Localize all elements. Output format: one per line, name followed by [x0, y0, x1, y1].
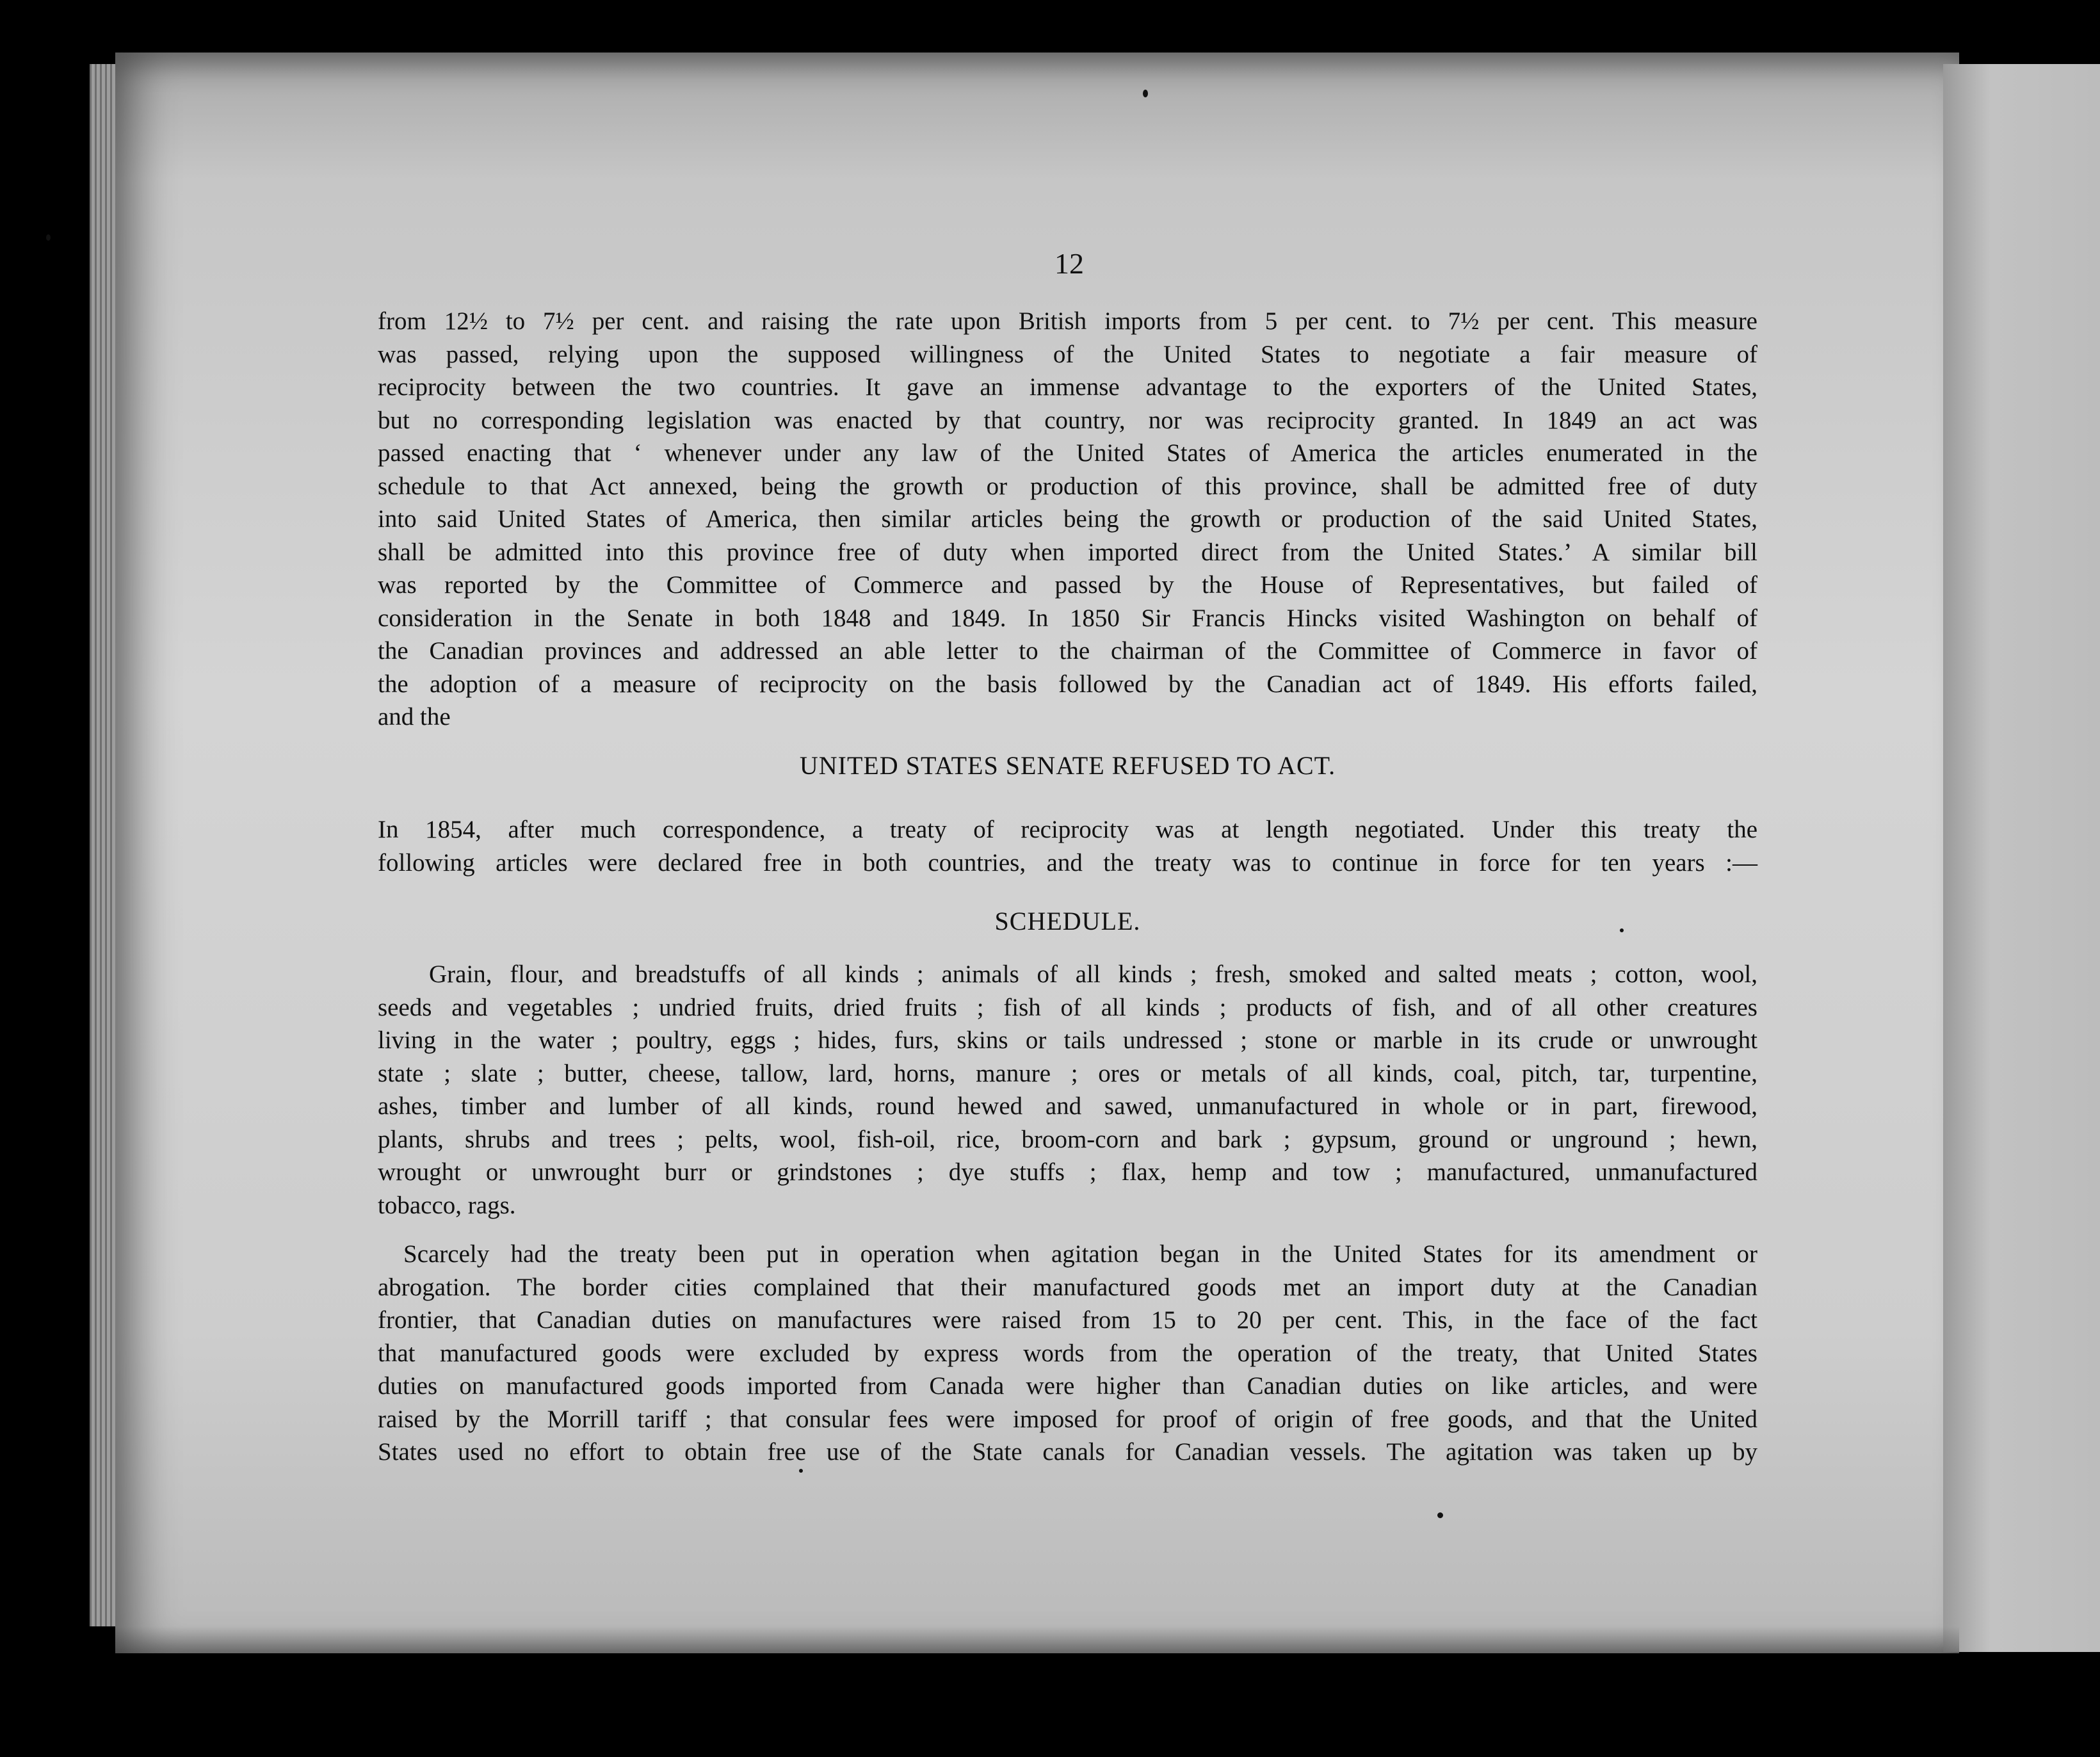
paragraph-agitation	[378, 1238, 1757, 1469]
scan-speck	[46, 234, 51, 241]
text-line: the adoption of a measure of reciprocity on the basis followed by the Canadian act of 1849. His efforts failed,	[378, 670, 1757, 698]
text-line: wrought or unwrought burr or grindstones ; dye stuffs ; flax, hemp and tow ; manufactured, unmanufactured	[378, 1158, 1757, 1186]
text-line: seeds and vegetables ; undried fruits, dried fruits ; fish of all kinds ; products of fish, and of all other creatures	[378, 993, 1757, 1021]
text-line: plants, shrubs and trees ; pelts, wool, fish-oil, rice, broom-corn and bark ; gypsum, ground or unground ; hewn,	[378, 1125, 1757, 1153]
text-line: but no corresponding legislation was enacted by that country, nor was reciprocity granted. In 1849 an act was	[378, 406, 1757, 434]
text-line: consideration in the Senate in both 1848 and 1849. In 1850 Sir Francis Hincks visited Washington on behalf of	[378, 604, 1757, 632]
paragraph-treaty-1854	[378, 813, 1757, 879]
text-line: raised by the Morrill tariff ; that consular fees were imposed for proof of origin of free goods, and that the United	[378, 1405, 1757, 1433]
paragraph-reciprocity-history	[378, 305, 1757, 734]
text-line: Grain, flour, and breadstuffs of all kinds ; animals of all kinds ; fresh, smoked and salted meats ; cotton, wool,	[429, 960, 1757, 988]
text-line: into said United States of America, then similar articles being the growth or production of the said United States,	[378, 505, 1757, 533]
page-number: 12	[1054, 247, 1084, 280]
section-heading-senate: UNITED STATES SENATE REFUSED TO ACT.	[799, 751, 1336, 780]
text-line: living in the water ; poultry, eggs ; hides, furs, skins or tails undressed ; stone or marble in its crude or unwrought	[378, 1026, 1757, 1054]
text-line: and the	[378, 703, 451, 731]
scan-speck	[1143, 90, 1148, 97]
text-line: the Canadian provinces and addressed an able letter to the chairman of the Committee of Commerce in favor of	[378, 637, 1757, 665]
scan-speck	[1437, 1512, 1443, 1518]
text-line: schedule to that Act annexed, being the growth or production of this province, shall be admitted free of duty	[378, 472, 1757, 500]
text-line: Scarcely had the treaty been put in operation when agitation began in the United States for its amendment or	[403, 1240, 1757, 1268]
text-line: frontier, that Canadian duties on manufactures were raised from 15 to 20 per cent. This, in the face of the fact	[378, 1306, 1757, 1334]
text-line: duties on manufactured goods imported from Canada were higher than Canadian duties on like articles, and were	[378, 1372, 1757, 1400]
text-line: shall be admitted into this province free of duty when imported direct from the United States.’ A similar bill	[378, 538, 1757, 566]
scan-speck	[799, 1469, 803, 1473]
text-line: States used no effort to obtain free use of the State canals for Canadian vessels. The agitation was taken up by	[378, 1438, 1757, 1466]
page-bottom-shadow	[115, 1626, 1959, 1658]
text-line: abrogation. The border cities complained that their manufactured goods met an import duty at the Canadian	[378, 1273, 1757, 1301]
text-line: that manufactured goods were excluded by express words from the operation of the treaty, that United States	[378, 1339, 1757, 1367]
facing-page-edge	[1943, 64, 2100, 1652]
text-line: passed enacting that ‘ whenever under any law of the United States of America the articles enumerated in the	[378, 439, 1757, 467]
schedule-list	[378, 958, 1757, 1222]
text-line: was reported by the Committee of Commerce and passed by the House of Representatives, but failed of	[378, 571, 1757, 599]
scan-speck	[1620, 928, 1624, 932]
text-line: from 12½ to 7½ per cent. and raising the rate upon British imports from 5 per cent. to 7½ per cent. This measure	[378, 307, 1757, 335]
text-line: reciprocity between the two countries. It gave an immense advantage to the exporters of the United States,	[378, 373, 1757, 401]
text-line: tobacco, rags.	[378, 1191, 516, 1219]
text-line: state ; slate ; butter, cheese, tallow, lard, horns, manure ; ores or metals of all kinds, coal, pitch, tar, turpentine,	[378, 1059, 1757, 1087]
text-line: was passed, relying upon the supposed willingness of the United States to negotiate a fair measure of	[378, 340, 1757, 368]
text-line: ashes, timber and lumber of all kinds, round hewed and sawed, unmanufactured in whole or in part, firewood,	[378, 1092, 1757, 1120]
section-heading-schedule: SCHEDULE.	[994, 907, 1141, 935]
text-line: following articles were declared free in both countries, and the treaty was to continue in force for ten years :—	[378, 848, 1757, 877]
text-line: In 1854, after much correspondence, a treaty of reciprocity was at length negotiated. Under this treaty the	[378, 816, 1757, 843]
